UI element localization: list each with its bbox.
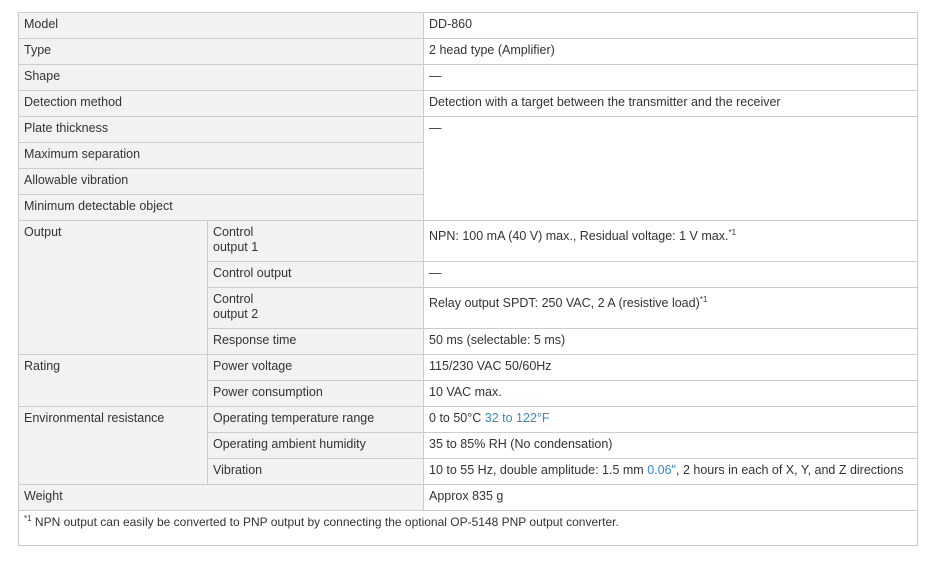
- table-row: [19, 39, 918, 65]
- table-row: [19, 355, 918, 381]
- label-minimum-detectable-object: Minimum detectable object: [19, 195, 424, 221]
- value-control-output-1: [424, 221, 918, 262]
- spec-table: [18, 12, 918, 546]
- table-row: [19, 13, 918, 39]
- control-output-1-text: NPN: 100 mA (40 V) max., Residual voltage: 1 V max.: [429, 229, 729, 243]
- label-control-output-1: [208, 221, 424, 262]
- label-environmental-resistance: Environmental resistance: [19, 407, 208, 485]
- footnote: [19, 511, 918, 546]
- label-model: Model: [19, 13, 424, 39]
- vibration-text-a: 10 to 55 Hz, double amplitude: 1.5 mm: [429, 463, 644, 477]
- label-power-voltage: Power voltage: [208, 355, 424, 381]
- label-allowable-vibration: Allowable vibration: [19, 169, 424, 195]
- value-plate-thickness: —: [424, 117, 918, 221]
- temperature-celsius: 0 to 50°C: [429, 411, 482, 425]
- label-rating: Rating: [19, 355, 208, 407]
- value-detection-method: Detection with a target between the transmitter and the receiver: [424, 91, 918, 117]
- label-response-time: Response time: [208, 329, 424, 355]
- label-operating-humidity: Operating ambient humidity: [208, 433, 424, 459]
- value-model: DD-860: [424, 13, 918, 39]
- value-operating-humidity: 35 to 85% RH (No condensation): [424, 433, 918, 459]
- control-output-1-line2: output 1: [213, 240, 259, 254]
- value-weight: Approx 835 g: [424, 485, 918, 511]
- control-output-2-text: Relay output SPDT: 250 VAC, 2 A (resistive load): [429, 296, 700, 310]
- value-control-output-2: [424, 288, 918, 329]
- control-output-2-line1: Control: [213, 292, 254, 306]
- label-shape: Shape: [19, 65, 424, 91]
- value-power-voltage: 115/230 VAC 50/60Hz: [424, 355, 918, 381]
- table-row: [19, 485, 918, 511]
- table-row: [19, 221, 918, 262]
- label-detection-method: Detection method: [19, 91, 424, 117]
- label-maximum-separation: Maximum separation: [19, 143, 424, 169]
- table-row: [19, 407, 918, 433]
- footnote-ref: *1: [728, 227, 737, 237]
- footnote-ref: *1: [699, 294, 708, 304]
- label-vibration: Vibration: [208, 459, 424, 485]
- label-weight: Weight: [19, 485, 424, 511]
- value-control-output: —: [424, 262, 918, 288]
- vibration-inch: 0.06": [647, 463, 676, 477]
- value-vibration: [424, 459, 918, 485]
- label-plate-thickness: Plate thickness: [19, 117, 424, 143]
- temperature-fahrenheit: 32 to 122°F: [484, 411, 550, 425]
- label-type: Type: [19, 39, 424, 65]
- table-row: [19, 117, 918, 143]
- label-control-output-2: [208, 288, 424, 329]
- value-power-consumption: 10 VAC max.: [424, 381, 918, 407]
- value-operating-temperature: [424, 407, 918, 433]
- label-control-output: Control output: [208, 262, 424, 288]
- control-output-2-line2: output 2: [213, 307, 259, 321]
- footnote-row: [19, 511, 918, 546]
- vibration-text-b: , 2 hours in each of X, Y, and Z directions: [676, 463, 904, 477]
- label-operating-temperature: Operating temperature range: [208, 407, 424, 433]
- label-power-consumption: Power consumption: [208, 381, 424, 407]
- footnote-mark: *1: [24, 514, 32, 523]
- value-response-time: 50 ms (selectable: 5 ms): [424, 329, 918, 355]
- control-output-1-line1: Control: [213, 225, 254, 239]
- label-output: Output: [19, 221, 208, 355]
- table-row: [19, 91, 918, 117]
- value-shape: —: [424, 65, 918, 91]
- table-row: [19, 65, 918, 91]
- value-type: 2 head type (Amplifier): [424, 39, 918, 65]
- footnote-text: NPN output can easily be converted to PNP output by connecting the optional OP-5148 PNP output converter.: [31, 515, 619, 529]
